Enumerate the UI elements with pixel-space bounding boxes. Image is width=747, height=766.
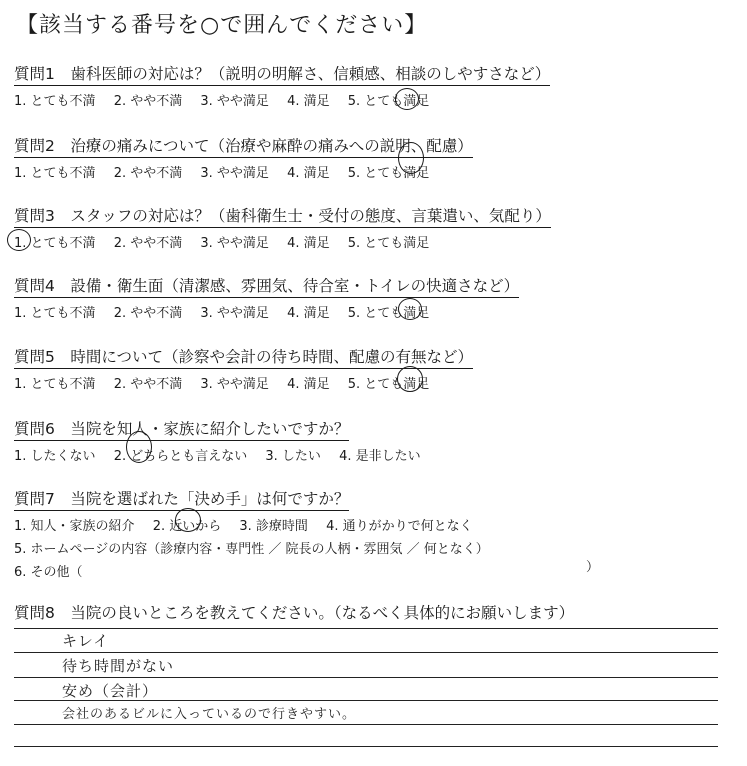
answer-circle-q4 bbox=[398, 298, 422, 320]
question-3 bbox=[14, 204, 551, 251]
option-4[interactable]: 4. 是非したい bbox=[339, 449, 421, 464]
option-3[interactable]: 3. やや満足 bbox=[200, 377, 269, 392]
option-1[interactable]: 1. とても不満 bbox=[14, 306, 96, 321]
option-5[interactable]: 5. とても満足 bbox=[347, 377, 430, 392]
question-7-title: 質問7 当院を選ばれた「決め手」は何ですか？ bbox=[14, 487, 349, 511]
question-6-options bbox=[14, 445, 435, 464]
option-2[interactable]: 2. やや不満 bbox=[113, 166, 183, 181]
option-4[interactable]: 4. 満足 bbox=[287, 377, 330, 392]
question-7-options-row-3 bbox=[14, 561, 489, 580]
option-3[interactable]: 3. やや満足 bbox=[200, 94, 269, 109]
question-3-options bbox=[14, 232, 551, 251]
option-1[interactable]: 1. とても不満 bbox=[14, 94, 96, 109]
option-2[interactable]: 2. やや不満 bbox=[113, 306, 183, 321]
handwritten-answer-2: 待ち時間がない bbox=[62, 657, 175, 675]
question-2-title: 質問2 治療の痛みについて（治療や麻酔の痛みへの説明、配慮） bbox=[14, 134, 473, 158]
option-3[interactable]: 3. やや満足 bbox=[200, 166, 269, 181]
option-5[interactable]: 5. とても満足 bbox=[347, 236, 430, 251]
answer-circle-q5 bbox=[397, 366, 423, 392]
handwritten-answer-1: キレイ bbox=[62, 632, 110, 650]
option-1[interactable]: 1. とても不満 bbox=[14, 166, 96, 181]
option-2[interactable]: 2. やや不満 bbox=[113, 94, 183, 109]
question-6 bbox=[14, 417, 435, 464]
handwritten-answer-3: 安め（会計） bbox=[62, 682, 159, 700]
option-5[interactable]: 5. とても満足 bbox=[347, 166, 430, 181]
option-5[interactable]: 5. とても満足 bbox=[347, 306, 430, 321]
question-3-title: 質問3 スタッフの対応は？（歯科衛生士・受付の態度、言葉遣い、気配り） bbox=[14, 204, 551, 228]
question-7-options-row-1 bbox=[14, 515, 489, 534]
question-8 bbox=[14, 601, 574, 624]
answer-circle-q7 bbox=[175, 508, 201, 532]
answer-line-2 bbox=[14, 652, 718, 653]
option-4[interactable]: 4. 満足 bbox=[287, 166, 330, 181]
question-4-title: 質問4 設備・衛生面（清潔感、雰囲気、待合室・トイレの快適さなど） bbox=[14, 274, 519, 298]
option-3[interactable]: 3. 診療時間 bbox=[239, 519, 308, 534]
option-5[interactable]: 5. ホームページの内容（診療内容・専門性 ／ 院長の人柄・雰囲気 ／ 何となく） bbox=[14, 542, 489, 557]
question-8-title: 質問8 当院の良いところを教えてください。（なるべく具体的にお願いします） bbox=[14, 604, 575, 622]
question-4 bbox=[14, 274, 519, 321]
answer-line-3 bbox=[14, 677, 718, 678]
answer-circle-q6 bbox=[126, 431, 152, 463]
option-3[interactable]: 3. したい bbox=[265, 449, 321, 464]
question-1-options bbox=[14, 90, 550, 109]
option-1[interactable]: 1. したくない bbox=[14, 449, 96, 464]
question-5-title: 質問5 時間について（診察や会計の待ち時間、配慮の有無など） bbox=[14, 345, 473, 369]
option-6-close-paren: ） bbox=[586, 560, 601, 575]
option-2[interactable]: 2. やや不満 bbox=[113, 377, 183, 392]
question-1-title: 質問1 歯科医師の対応は？（説明の明解さ、信頼感、相談のしやすさなど） bbox=[14, 62, 550, 86]
handwritten-answer-4: 会社のあるビルに入っているので行きやすい。 bbox=[62, 707, 357, 722]
option-4[interactable]: 4. 通りがかりで何となく bbox=[326, 519, 473, 534]
option-3[interactable]: 3. やや満足 bbox=[200, 236, 269, 251]
option-2[interactable]: 2. どちらとも言えない bbox=[113, 449, 248, 464]
option-3[interactable]: 3. やや満足 bbox=[200, 306, 269, 321]
option-5[interactable]: 5. とても満足 bbox=[347, 94, 430, 109]
option-6[interactable]: 6. その他（ bbox=[14, 565, 83, 580]
answer-circle-q2 bbox=[398, 142, 424, 174]
question-4-options bbox=[14, 302, 519, 321]
question-6-title: 質問6 当院を知人・家族に紹介したいですか？ bbox=[14, 417, 349, 441]
answer-line-5 bbox=[14, 724, 718, 725]
option-4[interactable]: 4. 満足 bbox=[287, 94, 330, 109]
option-4[interactable]: 4. 満足 bbox=[287, 306, 330, 321]
answer-circle-q3 bbox=[7, 229, 31, 251]
answer-circle-q1 bbox=[395, 88, 419, 110]
page-heading: 【該当する番号を○で囲んでください】 bbox=[16, 13, 428, 38]
question-1 bbox=[14, 62, 550, 109]
option-4[interactable]: 4. 満足 bbox=[287, 236, 330, 251]
option-2[interactable]: 2. やや不満 bbox=[113, 236, 183, 251]
answer-line-6 bbox=[14, 746, 718, 747]
option-1[interactable]: 1. 知人・家族の紹介 bbox=[14, 519, 135, 534]
option-1[interactable]: 1. とても不満 bbox=[14, 377, 96, 392]
answer-line-1 bbox=[14, 628, 718, 629]
option-2[interactable]: 2. 近いから bbox=[152, 519, 222, 534]
option-1[interactable]: 1. とても不満 bbox=[14, 236, 96, 251]
question-7 bbox=[14, 487, 489, 580]
